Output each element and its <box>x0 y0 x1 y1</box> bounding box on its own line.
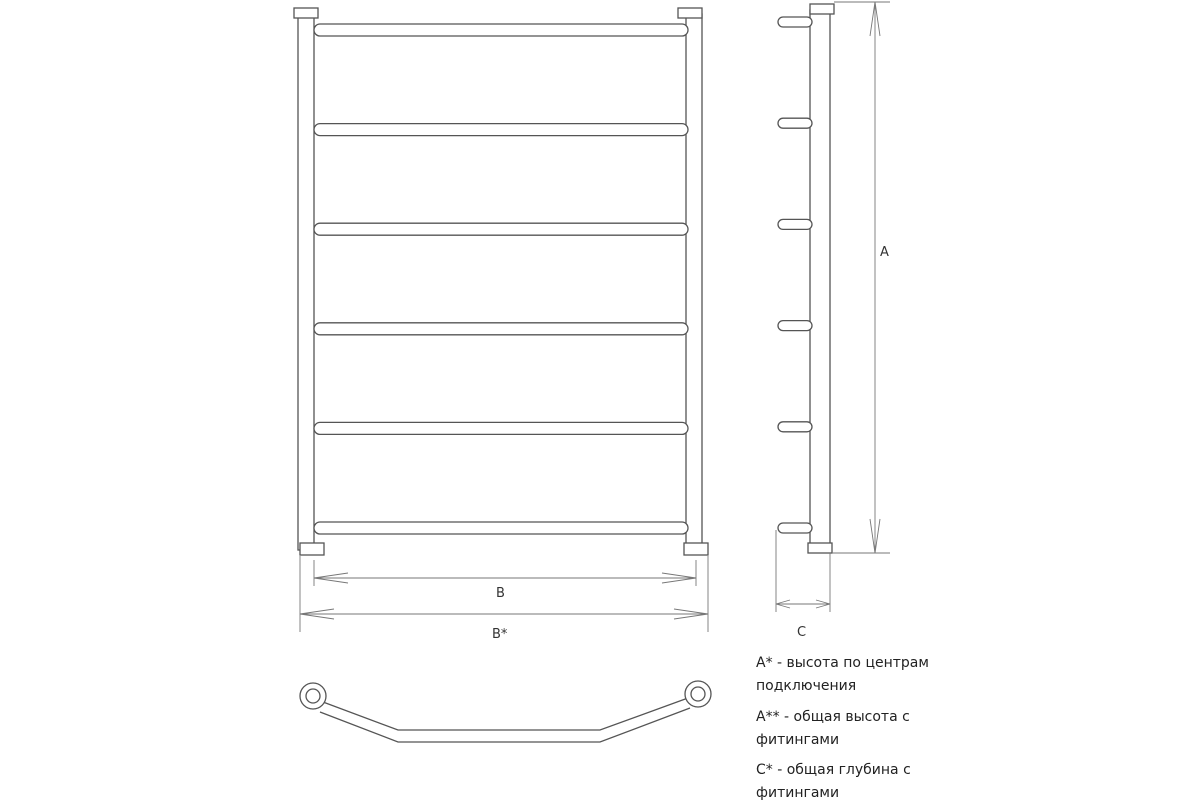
top-view <box>300 681 711 742</box>
right-post <box>686 14 702 550</box>
right-post-bottom-cap <box>684 543 708 555</box>
front-rail <box>314 522 688 534</box>
legend-note-3 <box>756 759 911 805</box>
side-rail <box>778 118 812 128</box>
side-rail <box>778 321 812 331</box>
left-connector-outer <box>300 683 326 709</box>
front-rails <box>314 24 688 534</box>
side-rail <box>778 17 812 27</box>
legend-note-3-line1: C* - общая глубина с <box>756 762 911 778</box>
front-rail <box>314 422 688 434</box>
left-post-top-cap <box>294 8 318 18</box>
front-rail <box>314 24 688 36</box>
legend-note-2-line2: фитингами <box>756 732 840 748</box>
legend-note-1-line2: подключения <box>756 678 857 694</box>
legend-note-2 <box>756 706 910 752</box>
legend-note-1-line1: A* - высота по центрам <box>756 655 929 671</box>
side-post <box>810 10 830 548</box>
right-post-top-cap <box>678 8 702 18</box>
right-connector-outer <box>685 681 711 707</box>
side-rails <box>778 17 812 533</box>
side-view <box>778 4 834 553</box>
side-rail <box>778 219 812 229</box>
front-rail <box>314 323 688 335</box>
front-rail <box>314 124 688 136</box>
side-rail <box>778 523 812 533</box>
front-view <box>294 8 708 555</box>
dimension-a-label: A <box>880 245 889 260</box>
left-post <box>298 14 314 550</box>
left-post-bottom-cap <box>300 543 324 555</box>
dimension-b <box>314 560 696 601</box>
legend-note-2-line1: A** - общая высота с <box>756 709 910 725</box>
top-view-rail-outer <box>323 698 688 730</box>
legend-note-1 <box>756 652 929 698</box>
dimension-b-label: B <box>496 586 505 601</box>
dimension-c-label: C <box>797 625 807 640</box>
front-rail <box>314 223 688 235</box>
top-view-rail-inner <box>320 708 690 742</box>
side-rail <box>778 422 812 432</box>
side-post-top-cap <box>810 4 834 14</box>
side-post-bottom-cap <box>808 543 832 553</box>
dimension-a <box>832 2 890 553</box>
dimension-b-star-label: B* <box>492 627 508 642</box>
legend-note-3-line2: фитингами <box>756 785 840 801</box>
